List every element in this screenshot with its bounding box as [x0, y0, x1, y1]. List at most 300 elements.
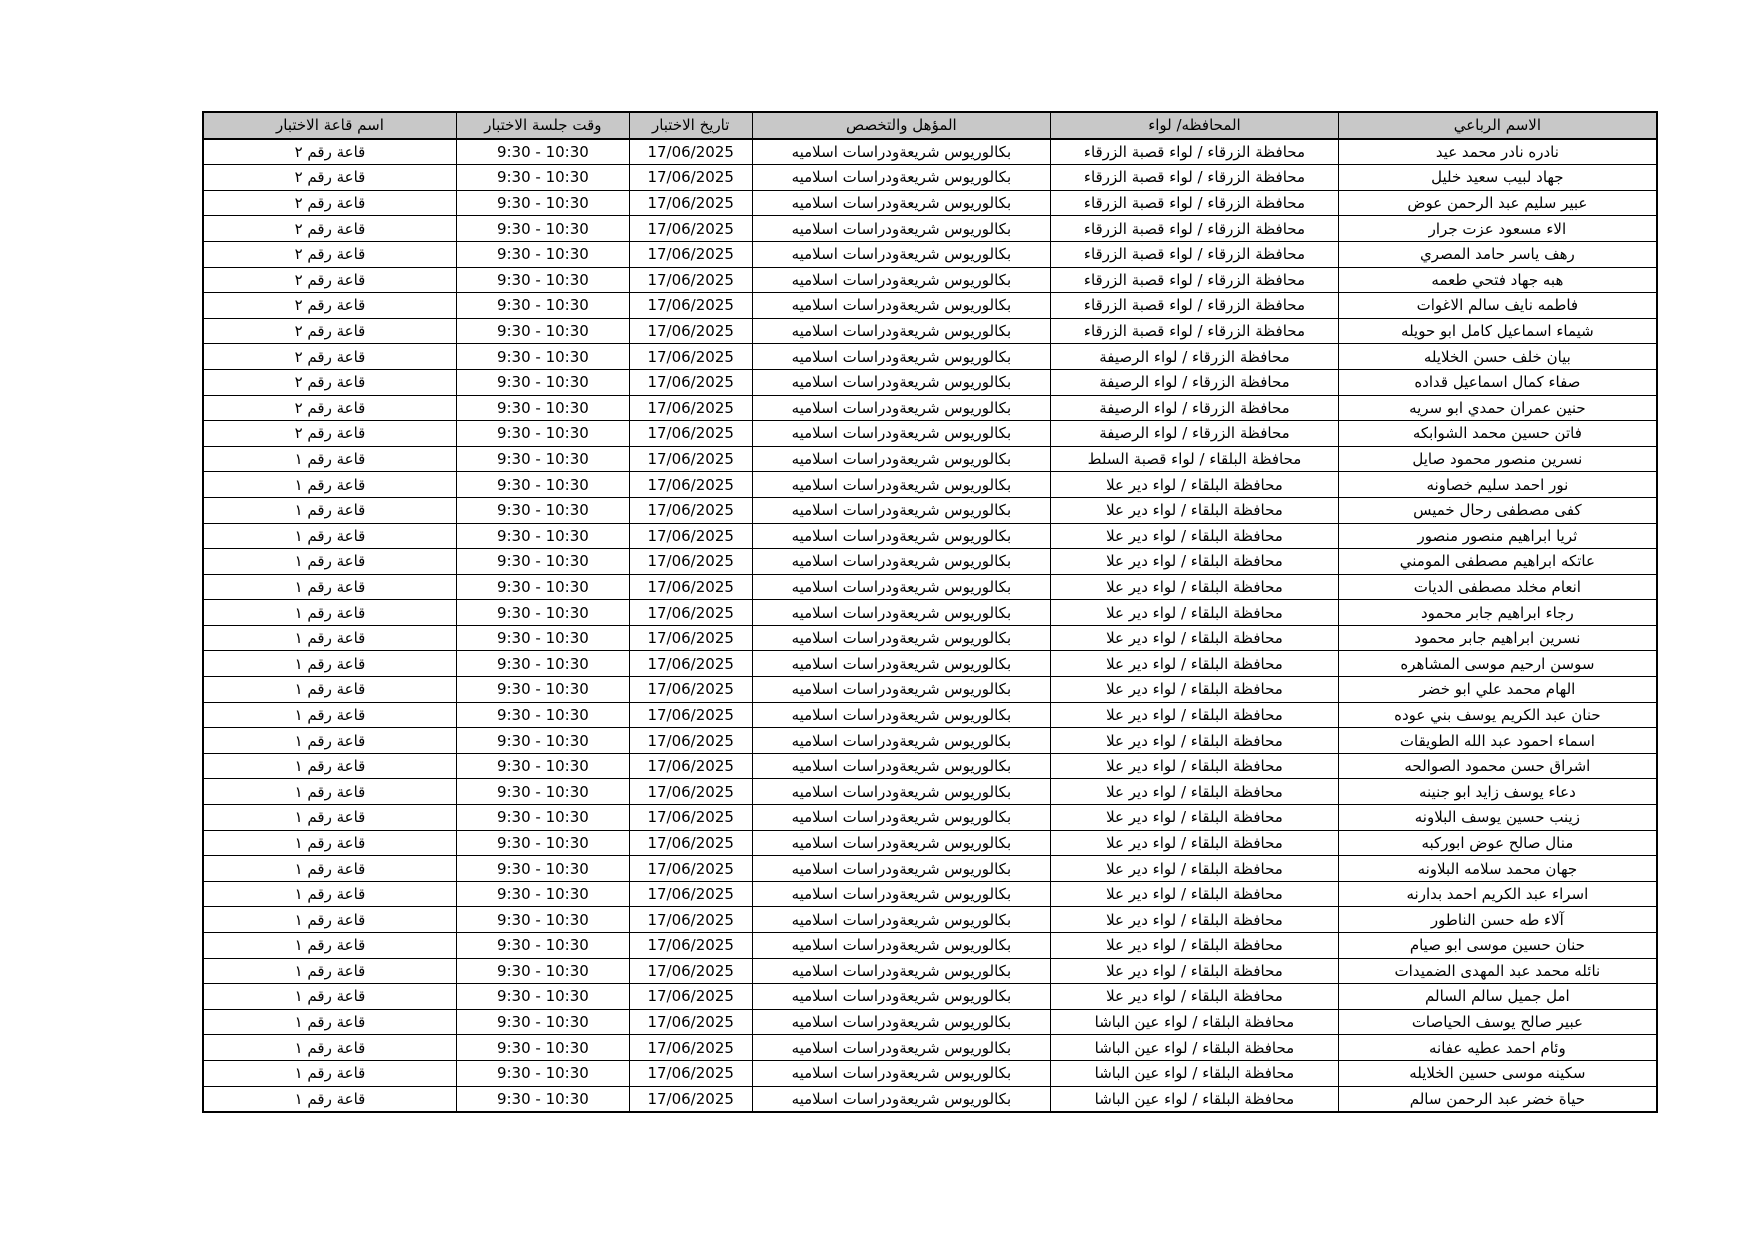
cell-name: عبير صالح يوسف الحياصات [1338, 1009, 1657, 1035]
cell-date-text: 17/06/2025 [647, 731, 734, 750]
table-row [203, 344, 1657, 370]
cell-qualification: بكالوريوس شريعةودراسات اسلاميه [752, 625, 1051, 651]
cell-qualification: بكالوريوس شريعةودراسات اسلاميه [752, 165, 1051, 191]
cell-qualification: بكالوريوس شريعةودراسات اسلاميه [752, 369, 1051, 395]
cell-hall: قاعة رقم ١ [203, 805, 456, 831]
cell-name: نسرين منصور محمود صايل [1338, 446, 1657, 472]
header-date: تاريخ الاختبار [629, 112, 752, 139]
cell-hall: قاعة رقم ٢ [203, 293, 456, 319]
cell-time [456, 369, 629, 395]
cell-date-text: 17/06/2025 [647, 910, 734, 929]
cell-date-text: 17/06/2025 [647, 526, 734, 545]
table-row [203, 497, 1657, 523]
cell-date [629, 1009, 752, 1035]
cell-time [456, 267, 629, 293]
cell-time [456, 446, 629, 472]
cell-date [629, 856, 752, 882]
header-hall: اسم قاعة الاختبار [203, 112, 456, 139]
cell-governorate: محافظة البلقاء / لواء دير علا [1051, 549, 1339, 575]
cell-name: نائله محمد عبد المهدى الضميدات [1338, 958, 1657, 984]
cell-time-text: 9:30 - 10:30 [496, 885, 589, 904]
cell-date-text: 17/06/2025 [647, 475, 734, 494]
table-row [203, 139, 1657, 165]
cell-time-text: 9:30 - 10:30 [496, 526, 589, 545]
cell-hall: قاعة رقم ١ [203, 1086, 456, 1112]
table-row [203, 881, 1657, 907]
cell-governorate: محافظة البلقاء / لواء دير علا [1051, 677, 1339, 703]
cell-hall: قاعة رقم ١ [203, 497, 456, 523]
cell-governorate: محافظة البلقاء / لواء عين الباشا [1051, 1060, 1339, 1086]
cell-qualification: بكالوريوس شريعةودراسات اسلاميه [752, 344, 1051, 370]
cell-time-text: 9:30 - 10:30 [496, 629, 589, 648]
table-header [203, 112, 1657, 139]
cell-time-text: 9:30 - 10:30 [496, 142, 589, 161]
cell-governorate: محافظة البلقاء / لواء دير علا [1051, 574, 1339, 600]
cell-time-text: 9:30 - 10:30 [496, 782, 589, 801]
cell-date [629, 651, 752, 677]
cell-name: هبه جهاد فتحي طعمه [1338, 267, 1657, 293]
cell-date-text: 17/06/2025 [647, 501, 734, 520]
cell-name: ثريا ابراهيم منصور منصور [1338, 523, 1657, 549]
cell-qualification: بكالوريوس شريعةودراسات اسلاميه [752, 651, 1051, 677]
cell-date-text: 17/06/2025 [647, 1064, 734, 1083]
cell-date [629, 1035, 752, 1061]
cell-date-text: 17/06/2025 [647, 552, 734, 571]
cell-date-text: 17/06/2025 [647, 757, 734, 776]
cell-date-text: 17/06/2025 [647, 936, 734, 955]
cell-qualification: بكالوريوس شريعةودراسات اسلاميه [752, 881, 1051, 907]
cell-qualification: بكالوريوس شريعةودراسات اسلاميه [752, 1035, 1051, 1061]
cell-time [456, 293, 629, 319]
cell-hall: قاعة رقم ١ [203, 702, 456, 728]
cell-governorate: محافظة الزرقاء / لواء قصبة الزرقاء [1051, 241, 1339, 267]
cell-hall: قاعة رقم ١ [203, 830, 456, 856]
cell-time-text: 9:30 - 10:30 [496, 270, 589, 289]
cell-date-text: 17/06/2025 [647, 1013, 734, 1032]
cell-date [629, 216, 752, 242]
cell-governorate: محافظة البلقاء / لواء دير علا [1051, 805, 1339, 831]
cell-governorate: محافظة الزرقاء / لواء قصبة الزرقاء [1051, 293, 1339, 319]
cell-time-text: 9:30 - 10:30 [496, 910, 589, 929]
cell-date-text: 17/06/2025 [647, 347, 734, 366]
cell-hall: قاعة رقم ٢ [203, 369, 456, 395]
cell-name: نادره نادر محمد عيد [1338, 139, 1657, 165]
cell-time-text: 9:30 - 10:30 [496, 859, 589, 878]
cell-qualification: بكالوريوس شريعةودراسات اسلاميه [752, 677, 1051, 703]
cell-hall: قاعة رقم ٢ [203, 190, 456, 216]
cell-governorate: محافظة البلقاء / لواء دير علا [1051, 907, 1339, 933]
cell-date-text: 17/06/2025 [647, 808, 734, 827]
cell-time [456, 984, 629, 1010]
cell-date [629, 753, 752, 779]
cell-qualification: بكالوريوس شريعةودراسات اسلاميه [752, 497, 1051, 523]
cell-name: آلاء طه حسن الناطور [1338, 907, 1657, 933]
cell-time [456, 497, 629, 523]
cell-qualification: بكالوريوس شريعةودراسات اسلاميه [752, 958, 1051, 984]
cell-governorate: محافظة الزرقاء / لواء قصبة الزرقاء [1051, 165, 1339, 191]
cell-qualification: بكالوريوس شريعةودراسات اسلاميه [752, 267, 1051, 293]
cell-date [629, 267, 752, 293]
cell-hall: قاعة رقم ١ [203, 856, 456, 882]
table-row [203, 856, 1657, 882]
table-row [203, 907, 1657, 933]
cell-time [456, 728, 629, 754]
cell-time [456, 677, 629, 703]
cell-time-text: 9:30 - 10:30 [496, 347, 589, 366]
cell-name: الهام محمد علي ابو خضر [1338, 677, 1657, 703]
cell-date-text: 17/06/2025 [647, 833, 734, 852]
cell-governorate: محافظة الزرقاء / لواء الرصيفة [1051, 421, 1339, 447]
cell-time [456, 1035, 629, 1061]
cell-qualification: بكالوريوس شريعةودراسات اسلاميه [752, 549, 1051, 575]
cell-date-text: 17/06/2025 [647, 424, 734, 443]
cell-date-text: 17/06/2025 [647, 142, 734, 161]
cell-name: حنان عبد الكريم يوسف بني عوده [1338, 702, 1657, 728]
cell-time [456, 241, 629, 267]
cell-name: منال صالح عوض ابوركبه [1338, 830, 1657, 856]
cell-qualification: بكالوريوس شريعةودراسات اسلاميه [752, 395, 1051, 421]
cell-qualification: بكالوريوس شريعةودراسات اسلاميه [752, 728, 1051, 754]
cell-qualification: بكالوريوس شريعةودراسات اسلاميه [752, 574, 1051, 600]
cell-name: انعام مخلد مصطفى الديات [1338, 574, 1657, 600]
cell-date [629, 497, 752, 523]
cell-time [456, 1060, 629, 1086]
cell-governorate: محافظة البلقاء / لواء دير علا [1051, 523, 1339, 549]
cell-name: زينب حسين يوسف البلاونه [1338, 805, 1657, 831]
cell-date [629, 702, 752, 728]
cell-name: الاء مسعود عزت جرار [1338, 216, 1657, 242]
cell-time [456, 625, 629, 651]
cell-time-text: 9:30 - 10:30 [496, 373, 589, 392]
cell-name: فاتن حسين محمد الشوابكه [1338, 421, 1657, 447]
cell-name: جهاد لبيب سعيد خليل [1338, 165, 1657, 191]
cell-date [629, 293, 752, 319]
cell-time [456, 421, 629, 447]
cell-date [629, 165, 752, 191]
cell-time-text: 9:30 - 10:30 [496, 219, 589, 238]
cell-date-text: 17/06/2025 [647, 1089, 734, 1108]
cell-time [456, 958, 629, 984]
table-row [203, 600, 1657, 626]
cell-hall: قاعة رقم ١ [203, 651, 456, 677]
cell-time-text: 9:30 - 10:30 [496, 833, 589, 852]
cell-name: امل جميل سالم السالم [1338, 984, 1657, 1010]
cell-qualification: بكالوريوس شريعةودراسات اسلاميه [752, 753, 1051, 779]
table-row [203, 1086, 1657, 1112]
cell-time-text: 9:30 - 10:30 [496, 808, 589, 827]
cell-time-text: 9:30 - 10:30 [496, 1064, 589, 1083]
cell-hall: قاعة رقم ١ [203, 472, 456, 498]
cell-date [629, 549, 752, 575]
cell-qualification: بكالوريوس شريعةودراسات اسلاميه [752, 421, 1051, 447]
cell-time-text: 9:30 - 10:30 [496, 1038, 589, 1057]
cell-governorate: محافظة الزرقاء / لواء قصبة الزرقاء [1051, 318, 1339, 344]
cell-date [629, 369, 752, 395]
cell-name: اشراق حسن محمود الصوالحه [1338, 753, 1657, 779]
cell-hall: قاعة رقم ٢ [203, 165, 456, 191]
cell-time-text: 9:30 - 10:30 [496, 296, 589, 315]
cell-hall: قاعة رقم ٢ [203, 139, 456, 165]
cell-qualification: بكالوريوس شريعةودراسات اسلاميه [752, 318, 1051, 344]
cell-governorate: محافظة الزرقاء / لواء الرصيفة [1051, 369, 1339, 395]
cell-name: رجاء ابراهيم جابر محمود [1338, 600, 1657, 626]
table-row [203, 625, 1657, 651]
cell-time-text: 9:30 - 10:30 [496, 194, 589, 213]
cell-hall: قاعة رقم ١ [203, 907, 456, 933]
cell-governorate: محافظة الزرقاء / لواء قصبة الزرقاء [1051, 216, 1339, 242]
cell-date [629, 574, 752, 600]
cell-qualification: بكالوريوس شريعةودراسات اسلاميه [752, 600, 1051, 626]
cell-date-text: 17/06/2025 [647, 629, 734, 648]
cell-time-text: 9:30 - 10:30 [496, 654, 589, 673]
cell-governorate: محافظة البلقاء / لواء عين الباشا [1051, 1035, 1339, 1061]
cell-date-text: 17/06/2025 [647, 450, 734, 469]
cell-date-text: 17/06/2025 [647, 296, 734, 315]
cell-time [456, 805, 629, 831]
cell-time-text: 9:30 - 10:30 [496, 961, 589, 980]
header-name: الاسم الرباعي [1338, 112, 1657, 139]
table-row [203, 677, 1657, 703]
cell-hall: قاعة رقم ١ [203, 933, 456, 959]
cell-date [629, 1086, 752, 1112]
cell-hall: قاعة رقم ٢ [203, 395, 456, 421]
cell-time-text: 9:30 - 10:30 [496, 936, 589, 955]
cell-date-text: 17/06/2025 [647, 219, 734, 238]
cell-governorate: محافظة البلقاء / لواء عين الباشا [1051, 1086, 1339, 1112]
cell-date-text: 17/06/2025 [647, 373, 734, 392]
cell-time [456, 856, 629, 882]
cell-name: عبير سليم عبد الرحمن عوض [1338, 190, 1657, 216]
cell-name: فاطمه نايف سالم الاغوات [1338, 293, 1657, 319]
cell-hall: قاعة رقم ١ [203, 600, 456, 626]
cell-name: جهان محمد سلامه البلاونه [1338, 856, 1657, 882]
header-qualification: المؤهل والتخصص [752, 112, 1051, 139]
cell-time [456, 344, 629, 370]
cell-time-text: 9:30 - 10:30 [496, 501, 589, 520]
table-row [203, 805, 1657, 831]
cell-date [629, 779, 752, 805]
cell-hall: قاعة رقم ٢ [203, 216, 456, 242]
table-row [203, 216, 1657, 242]
cell-hall: قاعة رقم ١ [203, 523, 456, 549]
cell-date-text: 17/06/2025 [647, 987, 734, 1006]
cell-date-text: 17/06/2025 [647, 245, 734, 264]
cell-qualification: بكالوريوس شريعةودراسات اسلاميه [752, 472, 1051, 498]
cell-governorate: محافظة الزرقاء / لواء قصبة الزرقاء [1051, 139, 1339, 165]
cell-time-text: 9:30 - 10:30 [496, 680, 589, 699]
cell-qualification: بكالوريوس شريعةودراسات اسلاميه [752, 293, 1051, 319]
table-row [203, 1009, 1657, 1035]
cell-time [456, 753, 629, 779]
cell-time [456, 933, 629, 959]
cell-name: اسماء احمود عبد الله الطويقات [1338, 728, 1657, 754]
cell-name: عاتكه ابراهيم مصطفى المومني [1338, 549, 1657, 575]
cell-date [629, 395, 752, 421]
cell-governorate: محافظة الزرقاء / لواء قصبة الزرقاء [1051, 190, 1339, 216]
cell-date-text: 17/06/2025 [647, 577, 734, 596]
table-row [203, 753, 1657, 779]
cell-date-text: 17/06/2025 [647, 654, 734, 673]
cell-qualification: بكالوريوس شريعةودراسات اسلاميه [752, 190, 1051, 216]
cell-date-text: 17/06/2025 [647, 705, 734, 724]
cell-date [629, 933, 752, 959]
cell-name: حنان حسين موسى ابو صيام [1338, 933, 1657, 959]
table-row [203, 446, 1657, 472]
cell-hall: قاعة رقم ٢ [203, 267, 456, 293]
cell-time-text: 9:30 - 10:30 [496, 552, 589, 571]
cell-hall: قاعة رقم ١ [203, 1009, 456, 1035]
cell-date-text: 17/06/2025 [647, 961, 734, 980]
cell-qualification: بكالوريوس شريعةودراسات اسلاميه [752, 779, 1051, 805]
cell-date-text: 17/06/2025 [647, 680, 734, 699]
cell-qualification: بكالوريوس شريعةودراسات اسلاميه [752, 1009, 1051, 1035]
cell-time [456, 549, 629, 575]
table-row [203, 472, 1657, 498]
cell-date [629, 728, 752, 754]
cell-time-text: 9:30 - 10:30 [496, 322, 589, 341]
cell-hall: قاعة رقم ٢ [203, 241, 456, 267]
cell-date [629, 421, 752, 447]
table-row [203, 1035, 1657, 1061]
cell-date [629, 677, 752, 703]
cell-date-text: 17/06/2025 [647, 885, 734, 904]
cell-hall: قاعة رقم ٢ [203, 421, 456, 447]
cell-time [456, 216, 629, 242]
table-row [203, 728, 1657, 754]
cell-name: اسراء عبد الكريم احمد بدارنه [1338, 881, 1657, 907]
cell-qualification: بكالوريوس شريعةودراسات اسلاميه [752, 933, 1051, 959]
cell-date [629, 344, 752, 370]
cell-qualification: بكالوريوس شريعةودراسات اسلاميه [752, 702, 1051, 728]
cell-governorate: محافظة الزرقاء / لواء الرصيفة [1051, 344, 1339, 370]
cell-governorate: محافظة البلقاء / لواء دير علا [1051, 779, 1339, 805]
table-row [203, 267, 1657, 293]
cell-time [456, 574, 629, 600]
cell-name: نور احمد سليم خصاونه [1338, 472, 1657, 498]
cell-time [456, 907, 629, 933]
cell-qualification: بكالوريوس شريعةودراسات اسلاميه [752, 856, 1051, 882]
cell-name: وئام احمد عطيه عفانه [1338, 1035, 1657, 1061]
cell-time-text: 9:30 - 10:30 [496, 424, 589, 443]
cell-qualification: بكالوريوس شريعةودراسات اسلاميه [752, 805, 1051, 831]
table-row [203, 933, 1657, 959]
cell-time [456, 523, 629, 549]
table-row [203, 395, 1657, 421]
cell-governorate: محافظة البلقاء / لواء دير علا [1051, 958, 1339, 984]
cell-time [456, 779, 629, 805]
cell-name: نسرين ابراهيم جابر محمود [1338, 625, 1657, 651]
table-row [203, 984, 1657, 1010]
cell-governorate: محافظة البلقاء / لواء دير علا [1051, 856, 1339, 882]
cell-governorate: محافظة البلقاء / لواء دير علا [1051, 600, 1339, 626]
table-row [203, 1060, 1657, 1086]
cell-qualification: بكالوريوس شريعةودراسات اسلاميه [752, 241, 1051, 267]
cell-qualification: بكالوريوس شريعةودراسات اسلاميه [752, 907, 1051, 933]
cell-time [456, 651, 629, 677]
table-row [203, 369, 1657, 395]
cell-time-text: 9:30 - 10:30 [496, 603, 589, 622]
exam-schedule-table [202, 111, 1658, 1113]
cell-time-text: 9:30 - 10:30 [496, 1013, 589, 1032]
cell-time [456, 830, 629, 856]
cell-name: حنين عمران حمدي ابو سريه [1338, 395, 1657, 421]
cell-name: رهف ياسر حامد المصري [1338, 241, 1657, 267]
table-row [203, 958, 1657, 984]
cell-date [629, 1060, 752, 1086]
cell-name: سكينه موسى حسين الخلايله [1338, 1060, 1657, 1086]
cell-date-text: 17/06/2025 [647, 168, 734, 187]
table-row [203, 421, 1657, 447]
cell-hall: قاعة رقم ١ [203, 779, 456, 805]
cell-date [629, 984, 752, 1010]
table-row [203, 241, 1657, 267]
cell-governorate: محافظة البلقاء / لواء قصبة السلط [1051, 446, 1339, 472]
cell-qualification: بكالوريوس شريعةودراسات اسلاميه [752, 1086, 1051, 1112]
cell-date [629, 958, 752, 984]
table-body [203, 139, 1657, 1113]
cell-time [456, 1086, 629, 1112]
cell-governorate: محافظة البلقاء / لواء دير علا [1051, 651, 1339, 677]
cell-date [629, 446, 752, 472]
cell-hall: قاعة رقم ١ [203, 677, 456, 703]
cell-hall: قاعة رقم ١ [203, 881, 456, 907]
table-row [203, 523, 1657, 549]
cell-governorate: محافظة البلقاء / لواء دير علا [1051, 728, 1339, 754]
cell-hall: قاعة رقم ١ [203, 549, 456, 575]
cell-governorate: محافظة الزرقاء / لواء الرصيفة [1051, 395, 1339, 421]
cell-qualification: بكالوريوس شريعةودراسات اسلاميه [752, 984, 1051, 1010]
cell-hall: قاعة رقم ١ [203, 1035, 456, 1061]
cell-hall: قاعة رقم ١ [203, 1060, 456, 1086]
table-row [203, 165, 1657, 191]
cell-hall: قاعة رقم ٢ [203, 318, 456, 344]
cell-hall: قاعة رقم ١ [203, 753, 456, 779]
cell-qualification: بكالوريوس شريعةودراسات اسلاميه [752, 523, 1051, 549]
cell-qualification: بكالوريوس شريعةودراسات اسلاميه [752, 830, 1051, 856]
cell-governorate: محافظة البلقاء / لواء دير علا [1051, 933, 1339, 959]
cell-name: دعاء يوسف زايد ابو جنينه [1338, 779, 1657, 805]
cell-time-text: 9:30 - 10:30 [496, 475, 589, 494]
cell-date [629, 907, 752, 933]
cell-governorate: محافظة البلقاء / لواء دير علا [1051, 625, 1339, 651]
cell-time-text: 9:30 - 10:30 [496, 987, 589, 1006]
cell-time [456, 472, 629, 498]
table-row [203, 190, 1657, 216]
cell-hall: قاعة رقم ٢ [203, 344, 456, 370]
cell-hall: قاعة رقم ١ [203, 625, 456, 651]
cell-date-text: 17/06/2025 [647, 1038, 734, 1057]
cell-date [629, 625, 752, 651]
cell-date [629, 523, 752, 549]
cell-time [456, 1009, 629, 1035]
cell-date [629, 190, 752, 216]
header-time: وقت جلسة الاختبار [456, 112, 629, 139]
cell-hall: قاعة رقم ١ [203, 958, 456, 984]
table-row [203, 830, 1657, 856]
cell-time-text: 9:30 - 10:30 [496, 450, 589, 469]
cell-name: كفى مصطفى رحال خميس [1338, 497, 1657, 523]
table-row [203, 574, 1657, 600]
cell-governorate: محافظة البلقاء / لواء دير علا [1051, 497, 1339, 523]
cell-hall: قاعة رقم ١ [203, 728, 456, 754]
cell-time-text: 9:30 - 10:30 [496, 398, 589, 417]
cell-time-text: 9:30 - 10:30 [496, 757, 589, 776]
cell-time [456, 165, 629, 191]
cell-date-text: 17/06/2025 [647, 270, 734, 289]
cell-governorate: محافظة البلقاء / لواء عين الباشا [1051, 1009, 1339, 1035]
cell-date [629, 830, 752, 856]
cell-governorate: محافظة البلقاء / لواء دير علا [1051, 472, 1339, 498]
